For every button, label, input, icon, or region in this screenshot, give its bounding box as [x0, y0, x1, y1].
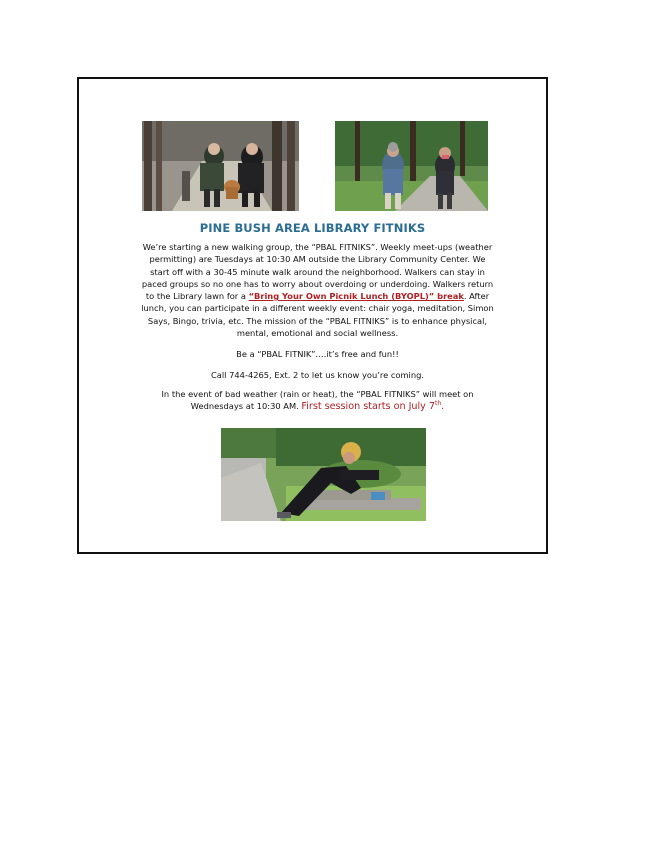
- intro-text-part1: We’re starting a new walking group, the “PBAL FITNIKS”. Weekly meet-ups (weather permitting) are Tuesdays at 10:30 AM outside the Library Community Center. We start off with a 30-45 minute walk around the neighborhood. Walkers can stay in paced groups so no one has to worry about overdoing or underdoing. Walkers return to the Library lawn for a: [141, 242, 494, 302]
- people-walking-dog-photo: [142, 121, 299, 211]
- first-session-end: .: [441, 401, 445, 413]
- flyer: [77, 77, 548, 554]
- person-stretching-photo: [221, 428, 426, 521]
- byopl-highlight: “Bring Your Own Picnik Lunch (BYOPL)” break: [248, 291, 464, 302]
- tagline: Be a “PBAL FITNIK”….it’s free and fun!!: [236, 349, 399, 360]
- intro-text-part2: . After lunch, you can participate in a different weekly event: chair yoga, meditation, Simon Says, Bingo, trivia, etc. The mission of the “PBAL FITNIKS” is to enhance physical, mental, emotional and social wellness.: [141, 291, 494, 339]
- weather-paragraph: [139, 388, 496, 414]
- flyer-title: PINE BUSH AREA LIBRARY FITNIKS: [199, 221, 426, 235]
- weather-note: In the event of bad weather (rain or heat), the “PBAL FITNIKS” will meet on Wednesdays at 10:30 AM.: [161, 388, 474, 412]
- call-info: Call 744-4265, Ext. 2 to let us know you’re coming.: [210, 369, 425, 380]
- first-session-note: [301, 401, 444, 412]
- flyer-body: [139, 241, 496, 414]
- first-session-suffix: th: [435, 400, 442, 408]
- first-session-text: First session starts on July 7: [301, 401, 436, 413]
- intro-paragraph: [139, 241, 496, 339]
- couple-walking-park-photo: [335, 121, 488, 211]
